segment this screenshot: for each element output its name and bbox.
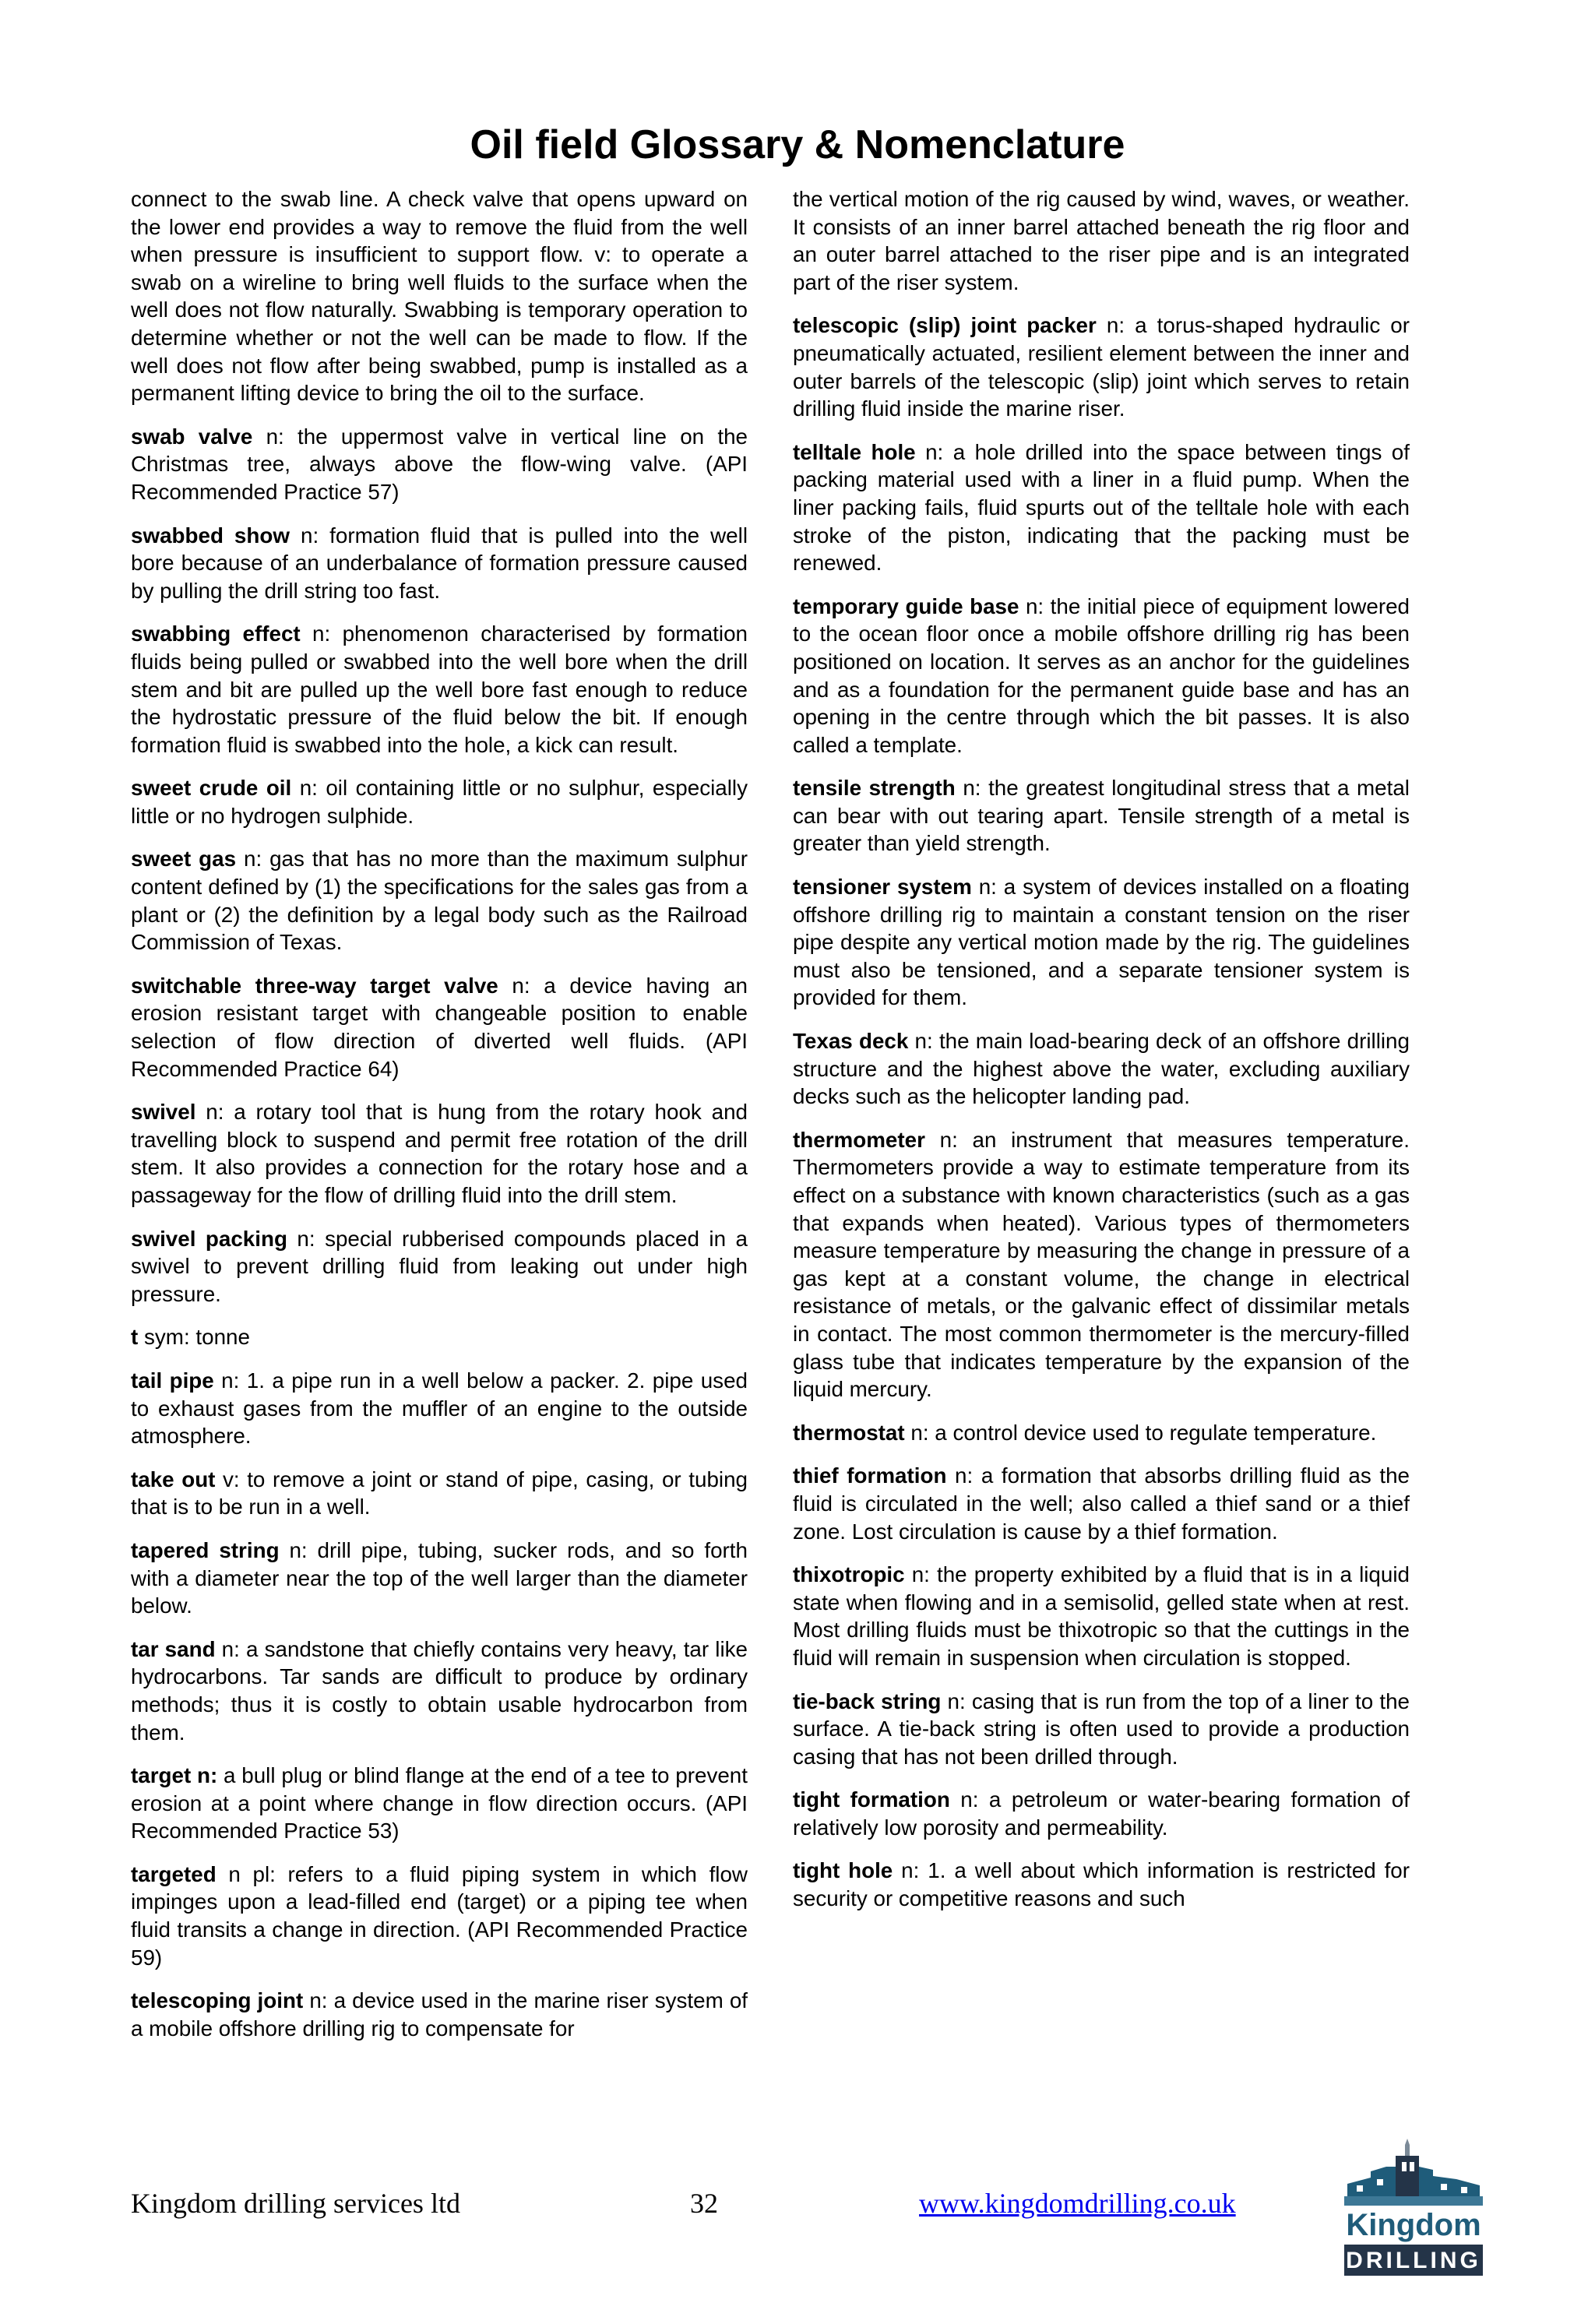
glossary-entry: [131, 185, 748, 407]
logo-word-kingdom: Kingdom: [1346, 2208, 1481, 2242]
glossary-entry: [131, 1636, 748, 1746]
entry-term: tar sand: [131, 1636, 216, 1661]
entry-term: swabbing effect: [131, 621, 301, 646]
glossary-entry: [131, 1762, 748, 1845]
entry-term: swabbed show: [131, 523, 290, 548]
glossary-entry: [131, 1537, 748, 1620]
entry-definition: n: the greatest longitudinal stress that a metal can bear with out tearing apart. Tensile strength of a metal is greater than yield strength.: [793, 776, 1410, 856]
entry-term: sweet gas: [131, 847, 237, 872]
entry-term: tight formation: [793, 1787, 950, 1812]
glossary-entry: [793, 1561, 1410, 1671]
glossary-entry: [793, 1027, 1410, 1111]
entry-term: tapered string: [131, 1537, 280, 1562]
glossary-entry: [131, 1367, 748, 1450]
glossary-entry: [793, 438, 1410, 577]
entry-term: t: [131, 1325, 139, 1350]
entry-term: thief formation: [793, 1463, 947, 1488]
entry-term: targeted: [131, 1861, 217, 1886]
entry-definition: n: the initial piece of equipment lowered to the ocean floor once a mobile offshore drilling rig has been positioned on location. It serves as an anchor for the guidelines and as a foundation for the permanent guide base and has an opening in the centre through which the bit passes. It is also called a template.: [793, 593, 1410, 757]
entry-term: tensioner system: [793, 875, 972, 900]
entry-definition: n: drill pipe, tubing, sucker rods, and so forth with a diameter near the top of the well larger than the diameter below.: [131, 1537, 748, 1618]
entry-term: swivel packing: [131, 1226, 287, 1251]
entry-definition: n: a device having an erosion resistant target with changeable position to enable selection of flow direction of diverted well fluids. (API Recommended Practice 64): [131, 973, 748, 1081]
entry-definition: n: a rotary tool that is hung from the rotary hook and travelling block to suspend and permit free rotation of the drill stem. It also provides a connection for the rotary hose and a passageway for the flow of drilling fluid into the drill stem.: [131, 1100, 748, 1207]
entry-definition: sym: tonne: [138, 1325, 250, 1350]
entry-definition: n: a hole drilled into the space between tings of packing material used with a liner in a fluid pump. When the liner packing fails, fluid spurts out of the telltale hole with each stroke of the piston, indicating that the packing must be renewed.: [793, 439, 1410, 576]
entry-definition: n: a device used in the marine riser system of a mobile offshore drilling rig to compensate for: [131, 1988, 748, 2041]
footer-company-name: Kingdom drilling services ltd: [131, 2188, 460, 2219]
entry-definition: n pl: refers to a fluid piping system in which flow impinges upon a lead-filled end (target) or a piping tee when fluid transits a change in direction. (API Recommended Practice 59): [131, 1861, 748, 1970]
entry-term: tail pipe: [131, 1368, 214, 1393]
entry-term: thixotropic: [793, 1562, 905, 1587]
entry-definition: n: formation fluid that is pulled into the well bore because of an underbalance of formation pressure caused by pulling the drill string too fast.: [131, 523, 748, 603]
glossary-entry: [793, 593, 1410, 759]
footer-website-link[interactable]: www.kingdomdrilling.co.uk: [919, 2188, 1236, 2219]
entry-definition: n: a torus-shaped hydraulic or pneumatically actuated, resilient element between the inner and outer barrels of the telescopic (slip) joint which serves to retain drilling fluid inside the marine riser.: [793, 313, 1410, 421]
entry-definition: v: to remove a joint or stand of pipe, casing, or tubing that is to be run in a well.: [131, 1467, 748, 1519]
entry-term: switchable three-way target valve: [131, 973, 498, 998]
entry-term: telescoping joint: [131, 1988, 304, 2013]
entry-definition: n: 1. a pipe run in a well below a packer. 2. pipe used to exhaust gases from the muffler of an engine to the outside atmosphere.: [131, 1368, 748, 1449]
glossary-entry: [131, 845, 748, 956]
entry-term: thermometer: [793, 1127, 925, 1152]
kingdom-drilling-logo: [1340, 2139, 1488, 2279]
glossary-entry: [131, 1098, 748, 1209]
glossary-entry: [131, 423, 748, 506]
entry-term: temporary guide base: [793, 593, 1019, 618]
entry-term: tie-back string: [793, 1688, 942, 1713]
glossary-entry: [131, 774, 748, 829]
glossary-entry: [131, 972, 748, 1083]
glossary-entry: [131, 1466, 748, 1521]
logo-word-drilling: DRILLING: [1346, 2248, 1481, 2273]
entry-definition: n: an instrument that measures temperature. Thermometers provide a way to estimate temperature from its effect on a substance with known characteristics (such as a gas that expands when heated). Various types of thermometers measure temperature by measuring the change in pressure of a gas kept at a constant volume, the change in electrical resistance of metals, or the galvanic effect of dissimilar metals in contact. The most common thermometer is the mercury-filled glass tube that indicates temperature by the expansion of the liquid mercury.: [793, 1127, 1410, 1402]
entry-definition: n: casing that is run from the top of a liner to the surface. A tie-back string is often used to provide a production casing that has not been drilled through.: [793, 1688, 1410, 1769]
glossary-entry: [793, 774, 1410, 857]
glossary-entry: [793, 1857, 1410, 1912]
glossary-entry: [131, 620, 748, 759]
right-column: [793, 185, 1410, 1928]
entry-definition: n: oil containing little or no sulphur, especially little or no hydrogen sulphide.: [131, 776, 748, 828]
entry-definition: a bull plug or blind flange at the end of a tee to prevent erosion at a point where change in flow direction occurs. (API Recommended Practice 53): [131, 1763, 748, 1843]
glossary-entry: [793, 312, 1410, 422]
entry-definition: n: the property exhibited by a fluid that is in a liquid state when flowing and in a semisolid, gelled state when at rest. Most drilling fluids must be thixotropic so that the cuttings in the fluid will remain in suspension when circulation is stopped.: [793, 1562, 1410, 1670]
glossary-entry: [131, 1861, 748, 1971]
entry-definition: n: 1. a well about which information is restricted for security or competitive reasons and such: [793, 1858, 1410, 1911]
glossary-entry: [793, 1419, 1410, 1447]
entry-term: thermostat: [793, 1420, 905, 1445]
entry-definition: n: a formation that absorbs drilling fluid as the fluid is circulated in the well; also called a thief sand or a thief zone. Lost circulation is cause by a thief formation.: [793, 1463, 1410, 1544]
footer-page-number: 32: [690, 2188, 718, 2219]
entry-definition: n: special rubberised compounds placed in a swivel to prevent drilling fluid from leaking out under high pressure.: [131, 1226, 748, 1306]
glossary-entry: [793, 873, 1410, 1012]
glossary-entry: [793, 1786, 1410, 1841]
entry-term: sweet crude oil: [131, 776, 292, 801]
entry-definition: the vertical motion of the rig caused by wind, waves, or weather. It consists of an inner barrel attached beneath the rig floor and an outer barrel attached to the riser pipe and is an integrated part of the riser system.: [793, 187, 1410, 294]
entry-definition: n: gas that has no more than the maximum sulphur content defined by (1) the specifications for the sales gas from a plant or (2) the definition by a legal body such as the Railroad Commission of Texas.: [131, 847, 748, 955]
glossary-entry: [793, 185, 1410, 296]
entry-definition: n: a petroleum or water-bearing formation of relatively low porosity and permeability.: [793, 1787, 1410, 1840]
entry-term: swab valve: [131, 424, 253, 449]
glossary-entry: [131, 1225, 748, 1308]
glossary-entry: [131, 522, 748, 605]
glossary-entry: [793, 1462, 1410, 1545]
left-column: [131, 185, 748, 2058]
entry-definition: connect to the swab line. A check valve that opens upward on the lower end provides a way to remove the fluid from the well when pressure is insufficient to support flow. v: to operate a swab on a wireline to bring well fluids to the surface when the well does not flow naturally. Swabbing is temporary operation to determine whether or not the well can be made to flow. If the well does not flow after being swabbed, pump is installed as a permanent lifting device to bring the oil to the surface.: [131, 187, 748, 406]
page-title: Oil field Glossary & Nomenclature: [470, 122, 1125, 167]
entry-term: tensile strength: [793, 776, 956, 801]
entry-definition: n: the uppermost valve in vertical line on the Christmas tree, always above the flow-wing valve. (API Recommended Practice 57): [131, 424, 748, 504]
glossary-entry: [793, 1126, 1410, 1403]
glossary-entry: [131, 1323, 748, 1351]
entry-term: take out: [131, 1467, 216, 1491]
entry-term: telescopic (slip) joint packer: [793, 313, 1097, 338]
entry-definition: n: a sandstone that chiefly contains very heavy, tar like hydrocarbons. Tar sands are difficult to produce by ordinary methods; thus it is costly to obtain usable hydrocarbon from them.: [131, 1636, 748, 1745]
entry-term: tight hole: [793, 1858, 893, 1883]
entry-definition: n: phenomenon characterised by formation fluids being pulled or swabbed into the well bore when the drill stem and bit are pulled up the well bore fast enough to reduce the hydrostatic pressure of the fluid below the bit. If enough formation fluid is swabbed into the hole, a kick can result.: [131, 621, 748, 757]
entry-term: Texas deck: [793, 1029, 909, 1054]
entry-definition: n: a system of devices installed on a floating offshore drilling rig to maintain a constant tension on the riser pipe despite any vertical motion made by the rig. The guidelines must also be tensioned, and a separate tensioner system is provided for them.: [793, 875, 1410, 1010]
glossary-entry: [131, 1987, 748, 2042]
entry-term: swivel: [131, 1100, 196, 1125]
entry-term: telltale hole: [793, 439, 916, 464]
entry-definition: n: a control device used to regulate temperature.: [904, 1420, 1377, 1445]
glossary-entry: [793, 1688, 1410, 1771]
entry-definition: n: the main load-bearing deck of an offshore drilling structure and the highest above the water, excluding auxiliary decks such as the helicopter landing pad.: [793, 1029, 1410, 1109]
entry-term: target n:: [131, 1763, 218, 1788]
